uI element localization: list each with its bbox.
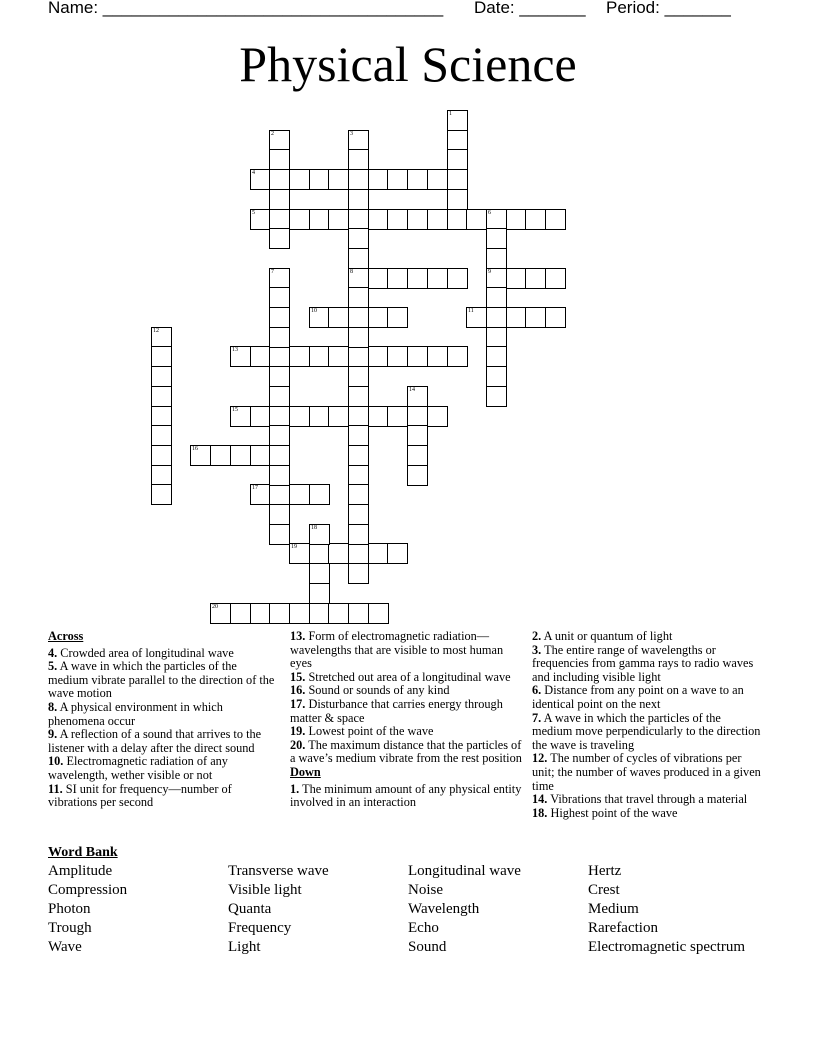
grid-cell[interactable] bbox=[151, 366, 172, 387]
grid-cell[interactable] bbox=[348, 228, 369, 249]
clue-item-number: 11. bbox=[48, 781, 63, 796]
grid-cell[interactable] bbox=[348, 484, 369, 505]
grid-cell[interactable] bbox=[151, 327, 172, 348]
grid-cell[interactable] bbox=[250, 346, 271, 367]
grid-cell[interactable] bbox=[368, 543, 389, 564]
grid-cell[interactable] bbox=[151, 346, 172, 367]
clue-item-number: 20. bbox=[290, 737, 306, 752]
grid-cell[interactable] bbox=[230, 445, 251, 466]
grid-cell[interactable] bbox=[486, 346, 507, 367]
word-bank-row bbox=[48, 863, 788, 882]
grid-cell[interactable] bbox=[348, 268, 369, 289]
grid-cell[interactable] bbox=[309, 524, 330, 545]
clue-number: 7 bbox=[271, 269, 274, 275]
clue-number: 8 bbox=[350, 269, 353, 275]
word-bank-word: Quanta bbox=[228, 901, 272, 917]
grid-cell[interactable] bbox=[230, 603, 251, 624]
clue-item-number: 1. bbox=[290, 781, 300, 796]
grid-cell[interactable] bbox=[348, 248, 369, 269]
grid-cell[interactable] bbox=[387, 209, 408, 230]
grid-cell[interactable] bbox=[348, 287, 369, 308]
word-bank-word: Light bbox=[228, 939, 261, 955]
grid-cell[interactable] bbox=[250, 603, 271, 624]
grid-cell[interactable] bbox=[250, 209, 271, 230]
grid-cell[interactable] bbox=[269, 504, 290, 525]
grid-cell[interactable] bbox=[289, 543, 310, 564]
grid-cell[interactable] bbox=[506, 268, 527, 289]
grid-cell[interactable] bbox=[151, 465, 172, 486]
grid-cell[interactable] bbox=[309, 346, 330, 367]
grid-cell[interactable] bbox=[328, 346, 349, 367]
grid-cell[interactable] bbox=[328, 209, 349, 230]
clue-item-text: A unit or quantum of light bbox=[541, 629, 673, 643]
clue-item-text: Electromagnetic radiation of any wavelength, wether visible or not bbox=[48, 754, 228, 782]
grid-cell[interactable] bbox=[269, 366, 290, 387]
clue-item bbox=[290, 783, 522, 810]
grid-cell[interactable] bbox=[269, 307, 290, 328]
grid-cell[interactable] bbox=[447, 268, 468, 289]
grid-cell[interactable] bbox=[407, 465, 428, 486]
clue-item bbox=[290, 739, 522, 766]
clue-item-text: Lowest point of the wave bbox=[305, 724, 434, 739]
clue-item-number: 5. bbox=[48, 659, 58, 674]
word-bank-heading: Word Bank bbox=[48, 845, 118, 860]
grid-cell[interactable] bbox=[151, 445, 172, 466]
clue-number: 1 bbox=[449, 111, 452, 117]
clue-number: 17 bbox=[252, 485, 258, 491]
grid-cell[interactable] bbox=[269, 209, 290, 230]
word-bank-word: Noise bbox=[408, 882, 443, 898]
word-bank-word: Amplitude bbox=[48, 863, 113, 879]
grid-cell[interactable] bbox=[151, 406, 172, 427]
clue-item-number: 10. bbox=[48, 754, 64, 769]
word-bank-word: Transverse wave bbox=[228, 863, 329, 879]
clue-item bbox=[48, 660, 280, 701]
clue-item bbox=[48, 783, 280, 810]
grid-cell[interactable] bbox=[427, 268, 448, 289]
grid-cell[interactable] bbox=[387, 169, 408, 190]
clue-item-text: The number of cycles of vibrations per unit; the number of waves produced in a given time bbox=[532, 751, 761, 793]
grid-cell[interactable] bbox=[486, 366, 507, 387]
date-field[interactable]: Date: _______ bbox=[474, 0, 586, 17]
grid-cell[interactable] bbox=[368, 169, 389, 190]
grid-cell[interactable] bbox=[348, 327, 369, 348]
clue-item-text: Highest point of the wave bbox=[547, 805, 678, 820]
word-bank-row bbox=[48, 920, 788, 939]
grid-cell[interactable] bbox=[269, 386, 290, 407]
grid-cell[interactable] bbox=[486, 209, 507, 230]
grid-cell[interactable] bbox=[407, 445, 428, 466]
page-title: Physical Science bbox=[239, 36, 577, 92]
grid-cell[interactable] bbox=[348, 189, 369, 210]
word-bank-word: Echo bbox=[408, 920, 439, 936]
grid-cell[interactable] bbox=[269, 465, 290, 486]
grid-cell[interactable] bbox=[486, 268, 507, 289]
clue-item-text: Form of electromagnetic radiation—wavelengths that are visible to most human eyes bbox=[290, 629, 504, 671]
clue-number: 14 bbox=[409, 387, 415, 393]
clue-item-text: A wave in which the particles of the medium move perpendicularly to the direction the wave is traveling bbox=[532, 710, 761, 752]
grid-cell[interactable] bbox=[250, 445, 271, 466]
grid-cell[interactable] bbox=[486, 327, 507, 348]
grid-cell[interactable] bbox=[269, 287, 290, 308]
grid-cell[interactable] bbox=[348, 130, 369, 151]
clue-item-text: Disturbance that carries energy through matter & space bbox=[290, 696, 503, 725]
grid-cell[interactable] bbox=[328, 169, 349, 190]
clue-item bbox=[48, 728, 280, 755]
clue-number: 15 bbox=[232, 407, 238, 413]
clue-number: 10 bbox=[311, 308, 317, 314]
word-bank-word: Medium bbox=[588, 901, 639, 917]
clue-number: 16 bbox=[192, 446, 198, 452]
grid-cell[interactable] bbox=[289, 346, 310, 367]
clue-number: 9 bbox=[488, 269, 491, 275]
grid-cell[interactable] bbox=[269, 346, 290, 367]
grid-cell[interactable] bbox=[269, 406, 290, 427]
grid-cell[interactable] bbox=[545, 209, 566, 230]
clue-item bbox=[532, 807, 764, 821]
grid-cell[interactable] bbox=[309, 603, 330, 624]
grid-cell[interactable] bbox=[407, 169, 428, 190]
grid-cell[interactable] bbox=[348, 366, 369, 387]
clue-number: 13 bbox=[232, 347, 238, 353]
clue-item-number: 8. bbox=[48, 699, 58, 714]
clue-item bbox=[48, 755, 280, 782]
grid-cell[interactable] bbox=[269, 189, 290, 210]
grid-cell[interactable] bbox=[210, 445, 231, 466]
grid-cell[interactable] bbox=[368, 346, 389, 367]
grid-cell[interactable] bbox=[486, 248, 507, 269]
grid-cell[interactable] bbox=[289, 406, 310, 427]
grid-cell[interactable] bbox=[486, 287, 507, 308]
clue-item-number: 17. bbox=[290, 696, 306, 711]
clue-number: 4 bbox=[252, 170, 255, 176]
grid-cell[interactable] bbox=[447, 130, 468, 151]
word-bank-word: Compression bbox=[48, 882, 128, 898]
clues-column-3 bbox=[532, 630, 764, 820]
grid-cell[interactable] bbox=[407, 209, 428, 230]
grid-cell[interactable] bbox=[348, 149, 369, 170]
grid-cell[interactable] bbox=[328, 603, 349, 624]
grid-cell[interactable] bbox=[328, 543, 349, 564]
clue-number: 19 bbox=[291, 544, 297, 550]
word-bank-word: Crest bbox=[588, 882, 620, 898]
clue-number: 18 bbox=[311, 525, 317, 531]
grid-cell[interactable] bbox=[289, 169, 310, 190]
grid-cell[interactable] bbox=[151, 386, 172, 407]
clue-item bbox=[532, 752, 764, 793]
word-bank-row bbox=[48, 901, 788, 920]
clue-number: 3 bbox=[350, 131, 353, 137]
grid-cell[interactable] bbox=[407, 425, 428, 446]
grid-cell[interactable] bbox=[328, 406, 349, 427]
clue-item bbox=[290, 630, 522, 671]
clue-item-number: 6. bbox=[532, 683, 542, 698]
clue-item-text: A reflection of a sound that arrives to the listener with a delay after the direct sound bbox=[48, 727, 262, 755]
word-bank bbox=[48, 863, 788, 958]
grid-cell[interactable] bbox=[151, 484, 172, 505]
clue-item bbox=[290, 725, 522, 739]
clue-item-number: 18. bbox=[532, 805, 548, 820]
clue-item bbox=[290, 684, 522, 698]
grid-cell[interactable] bbox=[269, 425, 290, 446]
grid-cell[interactable] bbox=[289, 209, 310, 230]
word-bank-word: Trough bbox=[48, 920, 92, 936]
clues-column-1 bbox=[48, 630, 280, 810]
grid-cell[interactable] bbox=[230, 346, 251, 367]
grid-cell[interactable] bbox=[210, 603, 231, 624]
grid-cell[interactable] bbox=[447, 149, 468, 170]
name-field[interactable]: Name: ____________________________________ bbox=[48, 0, 444, 17]
grid-cell[interactable] bbox=[269, 484, 290, 505]
grid-cell[interactable] bbox=[250, 484, 271, 505]
clue-item-text: The minimum amount of any physical entity involved in an interaction bbox=[290, 781, 522, 810]
clue-number: 2 bbox=[271, 131, 274, 137]
grid-cell[interactable] bbox=[368, 307, 389, 328]
grid-cell[interactable] bbox=[190, 445, 211, 466]
clue-item-text: Crowded area of longitudinal wave bbox=[57, 645, 234, 660]
grid-cell[interactable] bbox=[309, 543, 330, 564]
grid-cell[interactable] bbox=[348, 543, 369, 564]
grid-cell[interactable] bbox=[151, 425, 172, 446]
clue-number: 12 bbox=[153, 328, 159, 334]
grid-cell[interactable] bbox=[348, 603, 369, 624]
word-bank-word: Sound bbox=[408, 939, 447, 955]
word-bank-word: Frequency bbox=[228, 920, 292, 936]
grid-cell[interactable] bbox=[269, 228, 290, 249]
grid-cell[interactable] bbox=[486, 307, 507, 328]
word-bank-row bbox=[48, 939, 788, 958]
word-bank-word: Longitudinal wave bbox=[408, 863, 521, 879]
grid-cell[interactable] bbox=[447, 189, 468, 210]
grid-cell[interactable] bbox=[545, 307, 566, 328]
grid-cell[interactable] bbox=[447, 209, 468, 230]
clue-item-number: 12. bbox=[532, 751, 548, 766]
clue-item-number: 19. bbox=[290, 724, 306, 739]
across-heading: Across bbox=[48, 629, 84, 643]
grid-cell[interactable] bbox=[250, 406, 271, 427]
word-bank-word: Wavelength bbox=[408, 901, 480, 917]
word-bank-word: Hertz bbox=[588, 863, 622, 879]
grid-cell[interactable] bbox=[348, 386, 369, 407]
grid-cell[interactable] bbox=[348, 425, 369, 446]
grid-cell[interactable] bbox=[289, 484, 310, 505]
clue-item bbox=[48, 647, 280, 661]
grid-cell[interactable] bbox=[525, 307, 546, 328]
clue-item-number: 15. bbox=[290, 669, 306, 684]
grid-cell[interactable] bbox=[368, 603, 389, 624]
grid-cell[interactable] bbox=[545, 268, 566, 289]
grid-cell[interactable] bbox=[309, 583, 330, 604]
grid-cell[interactable] bbox=[230, 406, 251, 427]
grid-cell[interactable] bbox=[447, 110, 468, 131]
grid-cell[interactable] bbox=[427, 169, 448, 190]
grid-cell[interactable] bbox=[309, 169, 330, 190]
word-bank-word: Wave bbox=[48, 939, 82, 955]
grid-cell[interactable] bbox=[348, 406, 369, 427]
grid-cell[interactable] bbox=[368, 209, 389, 230]
clue-item-number: 14. bbox=[532, 792, 548, 807]
grid-cell[interactable] bbox=[348, 445, 369, 466]
grid-cell[interactable] bbox=[368, 406, 389, 427]
grid-cell[interactable] bbox=[309, 563, 330, 584]
grid-cell[interactable] bbox=[269, 149, 290, 170]
clue-number: 11 bbox=[468, 308, 474, 314]
clue-item-text: Distance from any point on a wave to an identical point on the next bbox=[532, 683, 744, 711]
grid-cell[interactable] bbox=[447, 346, 468, 367]
clue-item-text: The maximum distance that the particles of a wave’s medium vibrate from the rest position bbox=[290, 737, 522, 766]
down-heading: Down bbox=[290, 764, 321, 779]
grid-cell[interactable] bbox=[486, 386, 507, 407]
clue-number: 6 bbox=[488, 210, 491, 216]
clue-item bbox=[532, 644, 764, 685]
grid-cell[interactable] bbox=[269, 130, 290, 151]
clue-item bbox=[290, 671, 522, 685]
grid-cell[interactable] bbox=[309, 307, 330, 328]
grid-cell[interactable] bbox=[427, 406, 448, 427]
grid-cell[interactable] bbox=[506, 209, 527, 230]
grid-cell[interactable] bbox=[309, 209, 330, 230]
clue-item-number: 16. bbox=[290, 683, 306, 698]
grid-cell[interactable] bbox=[525, 209, 546, 230]
grid-cell[interactable] bbox=[427, 346, 448, 367]
clue-item-text: A wave in which the particles of the medium vibrate parallel to the direction of the wave motion bbox=[48, 659, 275, 701]
clue-item-text: Stretched out area of a longitudinal wave bbox=[305, 669, 511, 684]
clue-item-number: 4. bbox=[48, 645, 58, 660]
grid-cell[interactable] bbox=[407, 268, 428, 289]
period-field[interactable]: Period: _______ bbox=[606, 0, 731, 17]
clue-item-text: Sound or sounds of any kind bbox=[305, 683, 450, 698]
grid-cell[interactable] bbox=[466, 209, 487, 230]
grid-cell[interactable] bbox=[407, 386, 428, 407]
grid-cell[interactable] bbox=[368, 268, 389, 289]
grid-cell[interactable] bbox=[328, 307, 349, 328]
grid-cell[interactable] bbox=[348, 307, 369, 328]
grid-cell[interactable] bbox=[348, 524, 369, 545]
clue-item bbox=[532, 793, 764, 807]
word-bank-word: Photon bbox=[48, 901, 91, 917]
grid-cell[interactable] bbox=[348, 346, 369, 367]
clue-item-text: The entire range of wavelengths or frequencies from gamma rays to radio waves and including visible light bbox=[532, 642, 754, 684]
grid-cell[interactable] bbox=[506, 307, 527, 328]
grid-cell[interactable] bbox=[269, 603, 290, 624]
clue-item-text: SI unit for frequency—number of vibrations per second bbox=[48, 781, 232, 810]
clue-item bbox=[48, 701, 280, 728]
grid-cell[interactable] bbox=[269, 327, 290, 348]
clue-item bbox=[532, 712, 764, 753]
grid-cell[interactable] bbox=[348, 465, 369, 486]
grid-cell[interactable] bbox=[269, 268, 290, 289]
clue-item-text: A physical environment in which phenomena occur bbox=[48, 699, 223, 728]
word-bank-word: Visible light bbox=[228, 882, 302, 898]
grid-cell[interactable] bbox=[407, 346, 428, 367]
grid-cell[interactable] bbox=[309, 406, 330, 427]
clue-item-number: 3. bbox=[532, 642, 542, 657]
grid-cell[interactable] bbox=[387, 307, 408, 328]
grid-cell[interactable] bbox=[309, 484, 330, 505]
grid-cell[interactable] bbox=[250, 169, 271, 190]
grid-cell[interactable] bbox=[447, 169, 468, 190]
grid-cell[interactable] bbox=[427, 209, 448, 230]
word-bank-word: Rarefaction bbox=[588, 920, 658, 936]
clue-number: 20 bbox=[212, 604, 218, 610]
clue-item bbox=[532, 684, 764, 711]
word-bank-row bbox=[48, 882, 788, 901]
grid-cell[interactable] bbox=[289, 603, 310, 624]
clues-column-2 bbox=[290, 630, 522, 810]
clue-item-number: 9. bbox=[48, 727, 58, 742]
grid-cell[interactable] bbox=[525, 268, 546, 289]
grid-cell[interactable] bbox=[387, 543, 408, 564]
grid-cell[interactable] bbox=[387, 346, 408, 367]
grid-cell[interactable] bbox=[269, 169, 290, 190]
clue-item bbox=[532, 630, 764, 644]
grid-cell[interactable] bbox=[486, 228, 507, 249]
clue-item-number: 2. bbox=[532, 629, 542, 643]
word-bank-word: Electromagnetic spectrum bbox=[588, 939, 746, 955]
grid-cell[interactable] bbox=[269, 445, 290, 466]
grid-cell[interactable] bbox=[387, 406, 408, 427]
clue-number: 5 bbox=[252, 210, 255, 216]
grid-cell[interactable] bbox=[348, 504, 369, 525]
grid-cell[interactable] bbox=[348, 169, 369, 190]
grid-cell[interactable] bbox=[466, 307, 487, 328]
grid-cell[interactable] bbox=[387, 268, 408, 289]
grid-cell[interactable] bbox=[348, 209, 369, 230]
clue-item-text: Vibrations that travel through a material bbox=[547, 792, 748, 807]
grid-cell[interactable] bbox=[269, 524, 290, 545]
clue-item-number: 7. bbox=[532, 710, 542, 725]
grid-cell[interactable] bbox=[348, 563, 369, 584]
grid-cell[interactable] bbox=[407, 406, 428, 427]
clue-item bbox=[290, 698, 522, 725]
clue-item-number: 13. bbox=[290, 629, 306, 643]
